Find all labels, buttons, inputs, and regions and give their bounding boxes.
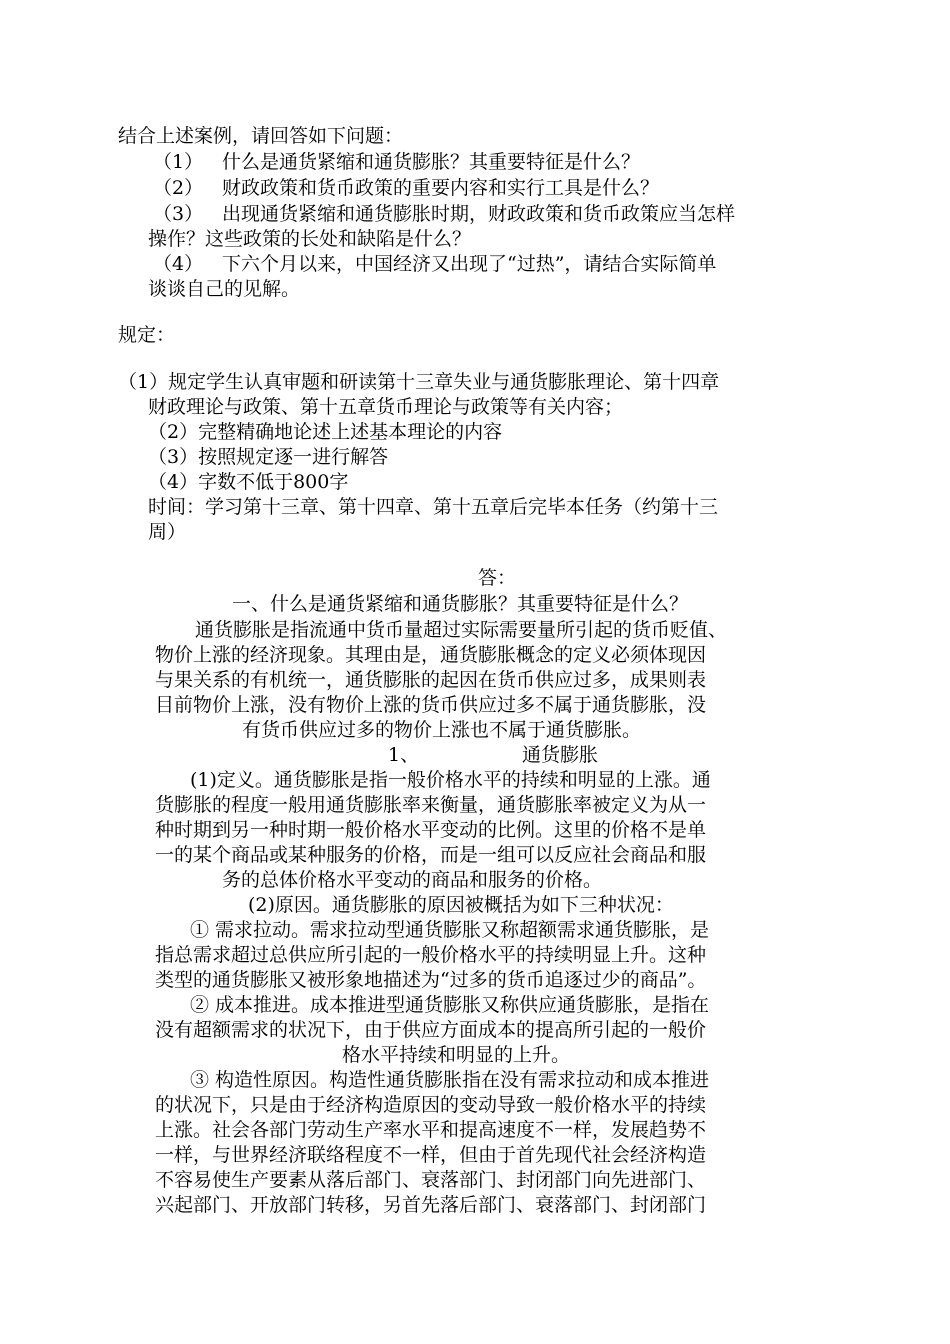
paragraph-6-line2: 的状况下，只是由于经济构造原因的变动导致一般价格水平的持续	[155, 1094, 707, 1116]
paragraph-6-line3: 上涨。社会各部门劳动生产率水平和提高速度不一样，发展趋势不	[155, 1119, 707, 1141]
time-line1: 时间：学习第十三章、第十四章、第十五章后完毕本任务（约第十三	[148, 496, 719, 518]
paragraph-2-line2: 货膨胀的程度一般用通货膨胀率来衡量，通货膨胀率被定义为从一	[155, 794, 707, 816]
paragraph-4-line2: 指总需求超过总供应所引起的一般价格水平的持续明显上升。这种	[155, 944, 707, 966]
paragraph-1-line3: 与果关系的有机统一，通货膨胀的起因在货币供应过多，成果则表	[155, 669, 707, 691]
paragraph-2-line5: 务的总体价格水平变动的商品和服务的价格。	[222, 869, 603, 891]
paragraph-2-line1: (1)定义。通货膨胀是指一般价格水平的持续和明显的上涨。通	[190, 769, 711, 791]
paragraph-6-line6: 兴起部门、开放部门转移，另首先落后部门、衰落部门、封闭部门	[155, 1194, 707, 1216]
rule-1-line1: （1）规定学生认真审题和研读第十三章失业与通货膨胀理论、第十四章	[118, 371, 720, 393]
rule-1-line2: 财政理论与政策、第十五章货币理论与政策等有关内容；	[148, 396, 624, 418]
paragraph-5-line1: ② 成本推进。成本推进型通货膨胀又称供应通货膨胀，是指在	[190, 994, 710, 1016]
answer-label: 答：	[478, 567, 517, 589]
paragraph-6-line1: ③ 构造性原因。构造性通货膨胀指在没有需求拉动和成本推进	[190, 1069, 710, 1091]
question-4-number: （4）	[153, 253, 204, 275]
questions-intro: 结合上述案例，请回答如下问题：	[118, 125, 404, 147]
rule-2: （2）完整精确地论述上述基本理论的内容	[148, 421, 503, 443]
paragraph-1-line1: 通货膨胀是指流通中货币量超过实际需要量所引起的货币贬值、	[195, 619, 728, 641]
question-4-text-line1: 下六个月以来，中国经济又出现了“过热”，请结合实际简单	[222, 253, 717, 275]
question-4-text-line2: 谈谈自己的见解。	[148, 278, 301, 300]
paragraph-2-line4: 一的某个商品或某种服务的价格，而是一组可以反应社会商品和服	[155, 844, 707, 866]
time-line2: 周）	[148, 521, 187, 543]
paragraph-3: (2)原因。通货膨胀的原因被概括为如下三种状况：	[248, 894, 674, 916]
paragraph-6-line4: 一样，与世界经济联络程度不一样，但由于首先现代社会经济构造	[155, 1144, 707, 1166]
rules-heading: 规定：	[118, 324, 176, 346]
paragraph-4-line1: ① 需求拉动。需求拉动型通货膨胀又称超额需求通货膨胀，是	[190, 919, 710, 941]
section-1-title: 一、什么是通货紧缩和通货膨胀？其重要特征是什么？	[232, 593, 689, 615]
paragraph-5-line3: 格水平持续和明显的上升。	[342, 1044, 571, 1066]
paragraph-2-line3: 种时期到另一种时期一般价格水平变动的比例。这里的价格不是单	[155, 819, 707, 841]
question-3-text-line1: 出现通货紧缩和通货膨胀时期，财政政策和货币政策应当怎样	[222, 203, 736, 225]
paragraph-1-line5: 有货币供应过多的物价上涨也不属于通货膨胀。	[242, 719, 642, 741]
question-1-text: 什么是通货紧缩和通货膨胀？其重要特征是什么？	[222, 151, 641, 173]
paragraph-4-line3: 类型的通货膨胀又被形象地描述为“过多的货币追逐过少的商品”。	[155, 969, 707, 991]
rule-3: （3）按照规定逐一进行解答	[148, 446, 389, 468]
paragraph-1-line2: 物价上涨的经济现象。其理由是，通货膨胀概念的定义必须体现因	[155, 644, 707, 666]
paragraph-1-line4: 目前物价上涨，没有物价上涨的货币供应过多不属于通货膨胀，没	[155, 694, 707, 716]
question-2-number: （2）	[153, 177, 204, 199]
question-3-number: （3）	[153, 203, 204, 225]
question-2-text: 财政政策和货币政策的重要内容和实行工具是什么？	[222, 177, 660, 199]
question-1-number: （1）	[153, 151, 204, 173]
paragraph-5-line2: 没有超额需求的状况下，由于供应方面成本的提高所引起的一般价	[155, 1019, 707, 1041]
rule-4: （4）字数不低于800字	[148, 471, 349, 493]
subsection-1-number: 1、	[388, 744, 420, 766]
question-3-text-line2: 操作？这些政策的长处和缺陷是什么？	[148, 228, 472, 250]
subsection-1-title: 通货膨胀	[522, 744, 599, 766]
paragraph-6-line5: 不容易使生产要素从落后部门、衰落部门、封闭部门向先进部门、	[155, 1169, 707, 1191]
